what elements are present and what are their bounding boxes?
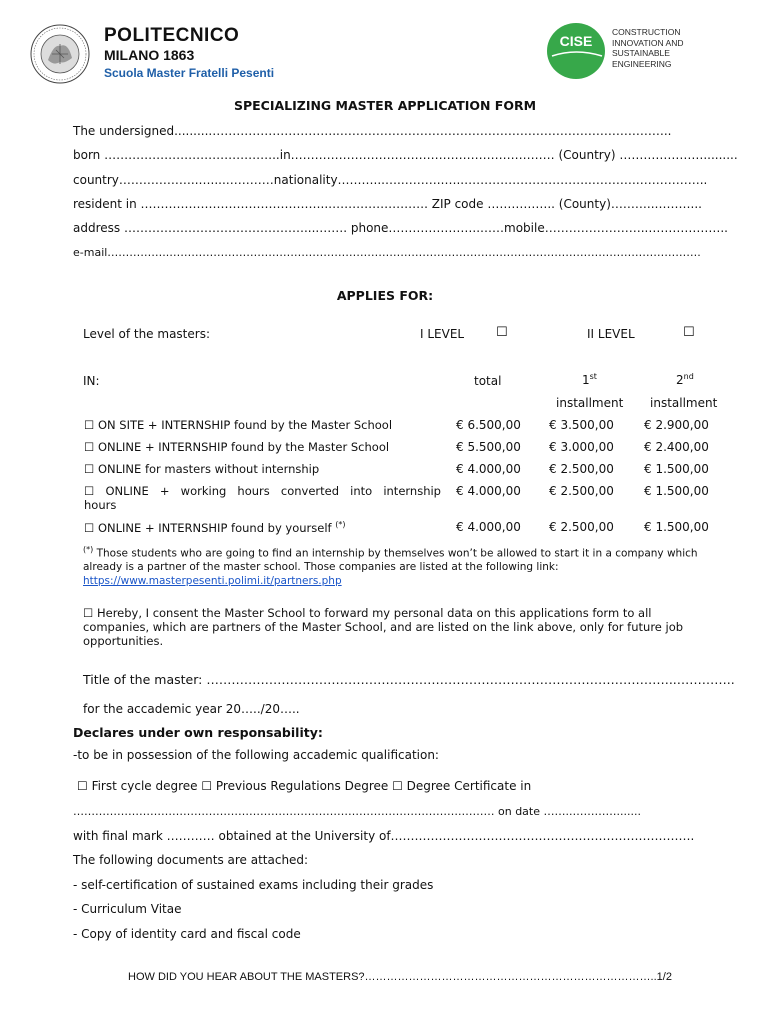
col-second-installment-word: installment — [650, 396, 718, 410]
price-first: € 2.500,00 — [549, 520, 614, 534]
degree-options[interactable]: ☐ First cycle degree ☐ Previous Regulations Degree ☐ Degree Certificate in — [77, 779, 532, 793]
price-total: € 4.000,00 — [456, 520, 521, 534]
option-online-own-internship[interactable]: ☐ ONLINE + INTERNSHIP found by yourself (*) — [84, 520, 346, 535]
declares-heading: Declares under own responsability: — [73, 725, 323, 740]
master-title-field[interactable]: Title of the master: …………………………………………………………………………………………………..………….. — [83, 672, 735, 687]
price-first: € 3.000,00 — [549, 440, 614, 454]
price-total: € 4.000,00 — [456, 462, 521, 476]
school-name: Scuola Master Fratelli Pesenti — [104, 66, 275, 80]
cise-tag-line1: CONSTRUCTION — [612, 27, 681, 37]
price-total: € 4.000,00 — [456, 484, 521, 498]
option-online-no-internship[interactable]: ☐ ONLINE for masters without internship — [84, 462, 320, 476]
politecnico-seal-icon — [30, 24, 90, 84]
price-first: € 2.500,00 — [549, 462, 614, 476]
option-online-working-hours[interactable]: ☐ ONLINE + working hours converted into internship — [84, 484, 441, 498]
doc-curriculum: - Curriculum Vitae — [73, 902, 182, 916]
academic-year-field[interactable]: for the accademic year 20…../20….. — [83, 702, 300, 716]
price-first: € 3.500,00 — [549, 418, 614, 432]
price-second: € 2.900,00 — [644, 418, 709, 432]
cise-tag-line3: SUSTAINABLE — [612, 48, 670, 58]
address-field[interactable]: address ………………………………………....……. phone…………………..……mobile……………………..……………….. — [73, 221, 728, 235]
level2-checkbox[interactable]: ☐ — [683, 325, 695, 340]
resident-field[interactable]: resident in ………………………………………..……………………. ZIP code …………….. (County)………..………... — [73, 197, 702, 211]
level1-checkbox[interactable]: ☐ — [496, 325, 508, 340]
col-first-installment-word: installment — [556, 396, 624, 410]
cise-logo-icon — [546, 22, 608, 80]
form-title: SPECIALIZING MASTER APPLICATION FORM — [233, 98, 537, 113]
price-second: € 1.500,00 — [644, 484, 709, 498]
cise-tag-line2: INNOVATION AND — [612, 37, 684, 48]
degree-date-field[interactable]: …………………………………………………………………………………………….……… on date ……..…………....... — [73, 805, 641, 818]
price-total: € 6.500,00 — [456, 418, 521, 432]
cise-logo-text: CISE — [559, 33, 593, 49]
politecnico-subtitle: MILANO 1863 — [104, 47, 195, 63]
country-field[interactable]: country………………..…....…………nationality………...….………..…..………………………….………….…………….. — [73, 173, 708, 187]
partners-link[interactable]: https://www.masterpesenti.polimi.it/partners.php — [83, 574, 342, 587]
cise-tag-line4: ENGINEERING — [612, 58, 672, 69]
level2-label: II LEVEL — [587, 327, 635, 341]
price-second: € 1.500,00 — [644, 520, 709, 534]
option-online-working-hours-line2: hours — [84, 498, 117, 512]
final-mark-field[interactable]: with final mark ………… obtained at the University of…………………………………………………………………. — [73, 829, 695, 843]
price-second: € 2.400,00 — [644, 440, 709, 454]
footer-how-heard: HOW DID YOU HEAR ABOUT THE MASTERS?……………………………………………………………………..1/2 — [128, 971, 672, 983]
col-total: total — [474, 374, 502, 388]
internship-note: (*) Those students who are going to find an internship by themselves won’t be allowed to start it in a company which already is a partner of the master school. Those companies are listed at the following link: https://www.masterpesenti.polimi.it/partners.php — [83, 545, 698, 587]
in-label: IN: — [83, 374, 100, 388]
cise-tagline — [612, 27, 683, 69]
doc-identity-card: - Copy of identity card and fiscal code — [73, 927, 301, 941]
option-onsite-internship[interactable]: ☐ ON SITE + INTERNSHIP found by the Master School — [84, 418, 393, 432]
possession-text: -to be in possession of the following accademic qualification: — [73, 748, 439, 762]
level-label: Level of the masters: — [83, 327, 210, 341]
price-second: € 1.500,00 — [644, 462, 709, 476]
born-field[interactable]: born ……………………………………..in………………………………………………………… (Country) …………………......... — [73, 148, 738, 162]
price-total: € 5.500,00 — [456, 440, 521, 454]
applies-for-heading: APPLIES FOR: — [336, 288, 434, 303]
attached-heading: The following documents are attached: — [73, 853, 309, 867]
level1-label: I LEVEL — [420, 327, 465, 341]
email-field[interactable]: e-mail……………..………………………………………………………………………………………………………………………………. — [73, 246, 701, 259]
col-second-installment: 2nd — [676, 372, 694, 387]
col-first-installment: 1st — [582, 372, 597, 387]
consent-checkbox[interactable]: ☐ Hereby, I consent the Master School to forward my personal data on this applications form to all companies, which are partners of the Master School, and are listed on the link above, only for future job opportunities. — [83, 606, 684, 648]
politecnico-title: POLITECNICO — [104, 25, 240, 46]
price-first: € 2.500,00 — [549, 484, 614, 498]
doc-self-certification: - self-certification of sustained exams including their grades — [73, 878, 434, 892]
undersigned-field[interactable]: The undersigned..........…………………………..……………………………………………………………………….. — [73, 124, 672, 138]
option-online-internship[interactable]: ☐ ONLINE + INTERNSHIP found by the Master School — [84, 440, 390, 454]
